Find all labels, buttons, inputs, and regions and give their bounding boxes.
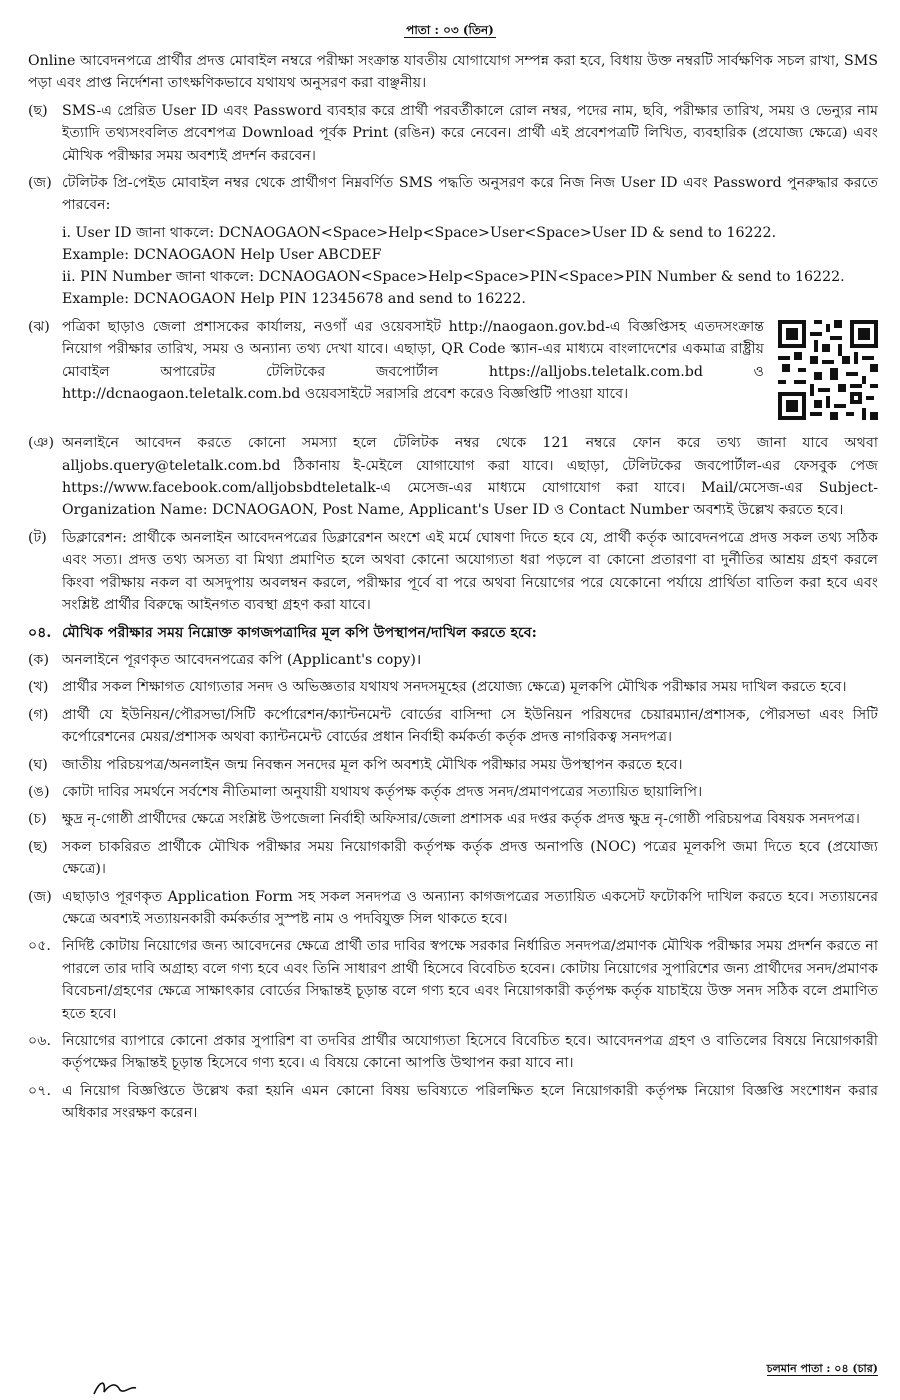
item-marker: (ক) — [28, 651, 49, 668]
section-text: নির্দিষ্ট কোটায় নিয়োগের জন্য আবেদনের ক্ষেত্রে প্রার্থী তার দাবির স্বপক্ষে সরকার নির্ধারিত সনদপত্র/প্রমাণক মৌখিক পরীক্ষার সময় প্রদর্শন করতে না পারলে তার দাবি অগ্রাহ্য বলে গণ্য হবে এবং তিনি সাধারণ প্রার্থী হিসেবে বিবেচিত হবেন। কোটায় নিয়োগের সুপারিশের জন্য প্রার্থীদের সনদ/প্রমাণক বিবেচনা/গ্রহণের ক্ষেত্রে সাক্ষাৎকার বোর্ডের সিদ্ধান্তই চূড়ান্ত বলে গণ্য হবে এবং নিয়োগকারী কর্তৃপক্ষ কর্তৃক যাচাইয়ে উক্ত সনদ সঠিক বলে প্রমাণিত হতে হবে। — [62, 938, 878, 1022]
section-text: নিয়োগের ব্যাপারে কোনো প্রকার সুপারিশ বা তদবির প্রার্থীর অযোগ্যতা হিসেবে বিবেচিত হবে। আবেদনপত্র গ্রহণ ও বাতিলের বিষয়ে নিয়োগকারী কর্তৃপক্ষের সিদ্ধান্তই চূড়ান্ত হিসেবে গণ্য হবে। এ বিষয়ে কোনো আপত্তি উত্থাপন করা যাবে না। — [62, 1033, 878, 1072]
clause-marker: (জ) — [28, 175, 52, 192]
section-4-item — [28, 836, 878, 881]
clause-text: টেলিটক প্রি-পেইড মোবাইল নম্বর থেকে প্রার্থীগণ নিম্নবর্ণিত SMS পদ্ধতি অনুসরণ করে নিজ নিজ User ID এবং Password পুনরুদ্ধার করতে পারবেন: — [62, 175, 878, 214]
section-marker: ০৭. — [28, 1082, 51, 1099]
item-marker: (চ) — [28, 811, 47, 828]
clause-text: SMS-এ প্রেরিত User ID এবং Password ব্যবহার করে প্রার্থী পরবর্তীকালে রোল নম্বর, পদের নাম, ছবি, পরীক্ষার তারিখ, সময় ও ভেন্যুর নাম ইত্যাদি তথ্যসংবলিত প্রবেশপত্র Download পূর্বক Print (রঙিন) করে নেবেন। প্রার্থী এই প্রবেশপত্রটি লিখিত, ব্যবহারিক (প্রযোজ্য ক্ষেত্রে) এবং মৌখিক পরীক্ষার সময় অবশ্যই প্রদর্শন করবেন। — [62, 102, 878, 164]
qr-code[interactable] — [778, 320, 878, 427]
page-number-header — [0, 22, 900, 42]
item-text: সকল চাকরিরত প্রার্থীকে মৌখিক পরীক্ষার সময় নিয়োগকারী কর্তৃপক্ষ কর্তৃক প্রদত্ত অনাপত্তি (NOC) পত্রের মূলকপি জমা দিতে হবে (প্রযোজ্য ক্ষেত্রে)। — [62, 838, 878, 878]
clause-text: ডিক্লারেশন: প্রার্থীকে অনলাইন আবেদনপত্রের ডিক্লারেশন অংশে এই মর্মে ঘোষণা দিতে হবে যে, প্রার্থী কর্তৃক আবেদনপত্রে প্রদত্ত সকল তথ্য সঠিক এবং সত্য। প্রদত্ত তথ্য অসত্য বা মিথ্যা প্রমাণিত হলে অথবা কোনো অযোগ্যতা ধরা পড়লে বা কোনো প্রতারণা বা দুর্নীতির আশ্রয় গ্রহণ করলে কিংবা পরীক্ষায় নকল বা অসদুপায় অবলম্বন করলে, পরীক্ষার পূর্বে বা পরে অথবা নিয়োগের পরে যেকোনো পর্যায়ে প্রার্থিতা বাতিল করা হবে এবং সংশ্লিষ্ট প্রার্থীর বিরুদ্ধে আইনগত ব্যবস্থা গ্রহণ করা যাবে। — [62, 529, 878, 614]
section-4-item — [28, 886, 878, 931]
item-marker: (খ) — [28, 679, 49, 696]
section-4-item — [28, 704, 878, 749]
item-marker: (ঙ) — [28, 783, 50, 800]
item-marker: (ছ) — [28, 838, 48, 855]
clause-text: পত্রিকা ছাড়াও জেলা প্রশাসকের কার্যালয়, নওগাঁ এর ওয়েবসাইট http://naogaon.gov.bd-এ বিজ্ঞপ্তিসহ এতদসংক্রান্ত নিয়োগ পরীক্ষার তারিখ, সময় ও অন্যান্য তথ্য দেখা যাবে। এছাড়া, QR Code স্ক্যান-এর মাধ্যমে বাংলাদেশের একমাত্র রাষ্ট্রীয় মোবাইল অপারেটর টেলিটকের জবপোর্টাল https://alljobs.teletalk.com.bd ও http://dcnaogaon.teletalk.com.bd ওয়েবসাইটে সরাসরি প্রবেশ করেও বিজ্ঞপ্তিটি পাওয়া যাবে। — [62, 318, 764, 403]
page-number-label: পাতা : ০৩ (তিন) — [406, 23, 494, 37]
continued-page-label — [767, 1360, 878, 1379]
section-4-item — [28, 754, 878, 776]
clause-jha — [28, 316, 878, 427]
item-text: কোটা দাবির সমর্থনে সর্বশেষ নীতিমালা অনুযায়ী যথাযথ কর্তৃপক্ষ কর্তৃক প্রদত্ত সনদ/প্রমাণপত্রের সত্যায়িত ছায়ালিপি। — [62, 783, 703, 800]
section-4-item — [28, 808, 878, 830]
clause-marker: (ট) — [28, 529, 47, 546]
clause-marker: (ঝ) — [28, 318, 50, 335]
signature — [90, 1376, 150, 1400]
section-marker: ০৬. — [28, 1033, 51, 1049]
clause-marker: (ছ) — [28, 102, 48, 119]
section-heading-text: মৌখিক পরীক্ষার সময় নিম্নোক্ত কাগজপত্রাদির মূল কপি উপস্থাপন/দাখিল করতে হবে: — [62, 624, 537, 641]
section-7 — [28, 1080, 878, 1125]
section-6 — [28, 1030, 878, 1075]
intro-paragraph: Online আবেদনপত্রে প্রার্থীর প্রদত্ত মোবাইল নম্বরে পরীক্ষা সংক্রান্ত যাবতীয় যোগাযোগ সম্পন্ন করা হবে, বিধায় উক্ত নম্বরটি সার্বক্ষণিক সচল রাখা, SMS পড়া এবং প্রাপ্ত নির্দেশনা তাৎক্ষণিকভাবে যথাযথ অনুসরণ করা বাঞ্ছনীয়। — [28, 53, 878, 92]
section-4-heading — [28, 622, 878, 644]
document-body — [28, 50, 878, 1130]
section-marker: ০৫. — [28, 938, 51, 955]
section-4-item — [28, 781, 878, 803]
section-marker: ০৪. — [28, 624, 52, 641]
section-4-item — [28, 649, 878, 671]
item-text: প্রার্থীর সকল শিক্ষাগত যোগ্যতার সনদ ও অভিজ্ঞতার যথাযথ সনদসমূহের (প্রযোজ্য ক্ষেত্রে) মূলকপি মৌখিক পরীক্ষার সময় দাখিল করতে হবে। — [62, 679, 847, 696]
clause-chha — [28, 100, 878, 167]
item-text: অনলাইনে পূরণকৃত আবেদনপত্রের কপি (Applicant's copy)। — [62, 651, 422, 668]
section-4-item — [28, 676, 878, 698]
item-text: জাতীয় পরিচয়পত্র/অনলাইন জন্ম নিবন্ধন সনদের মূল কপি অবশ্যই মৌখিক পরীক্ষার সময় উপস্থাপন করতে হবে। — [62, 756, 683, 773]
sms-line: i. User ID জানা থাকলে: DCNAOGAON<Space>Help<Space>User<Space>User ID & send to 16222. — [62, 224, 777, 241]
clause-ja — [28, 172, 878, 217]
section-text: এ নিয়োগ বিজ্ঞপ্তিতে উল্লেখ করা হয়নি এমন কোনো বিষয় ভবিষ্যতে পরিলক্ষিত হলে নিয়োগকারী কর্তৃপক্ষ নিয়োগ বিজ্ঞপ্তি সংশোধন করার অধিকার সংরক্ষণ করেন। — [62, 1082, 878, 1122]
clause-ta — [28, 527, 878, 617]
sms-line: Example: DCNAOGAON Help PIN 12345678 and send to 16222. — [62, 290, 526, 307]
item-text: ক্ষুদ্র নৃ-গোষ্ঠী প্রার্থীদের ক্ষেত্রে সংশ্লিষ্ট উপজেলা নির্বাহী অফিসার/জেলা প্রশাসক এর দপ্তর কর্তৃক প্রদত্ত ক্ষুদ্র নৃ-গোষ্ঠী পরিচয়পত্র বিষয়ক সনদপত্র। — [62, 811, 860, 828]
sms-line: Example: DCNAOGAON Help User ABCDEF — [62, 246, 382, 263]
clause-text: অনলাইনে আবেদন করতে কোনো সমস্যা হলে টেলিটক নম্বর থেকে 121 নম্বরে ফোন করে তথ্য জানা যাবে অথবা alljobs.query@teletalk.com.bd ঠিকানায় ই-মেইলে যোগাযোগ করা যাবে। এছাড়া, টেলিটকের জবপোর্টাল-এর ফেসবুক পেজ https://www.facebook.com/alljobsbdteletalk-এ মেসেজ-এর মাধ্যমে যোগাযোগ করা যাবে। Mail/মেসেজ-এর Subject-Organization Name: DCNAOGAON, Post Name, Applicant's User ID ও Contact Number অবশ্যই উল্লেখ করতে হবে। — [62, 435, 878, 519]
item-marker: (ঘ) — [28, 756, 48, 773]
item-marker: (জ) — [28, 888, 52, 905]
item-marker: (গ) — [28, 706, 49, 723]
section-5 — [28, 935, 878, 1025]
sms-instructions — [62, 222, 878, 310]
item-text: এছাড়াও পূরণকৃত Application Form সহ সকল সনদপত্র ও অন্যান্য কাগজপত্রের সত্যায়িত একসেট ফটোকপি দাখিল করতে হবে। সত্যায়নের ক্ষেত্রে অবশ্যই সত্যায়নকারী কর্মকর্তার সুস্পষ্ট নাম ও পদবিযুক্ত সিল থাকতে হবে। — [62, 888, 878, 927]
continued-page-text: চলমান পাতা : ০৪ (চার) — [766, 1362, 878, 1375]
sms-line: ii. PIN Number জানা থাকলে: DCNAOGAON<Space>Help<Space>PIN<Space>PIN Number & send to 16222. — [62, 268, 845, 285]
clause-nya — [28, 432, 878, 522]
clause-marker: (ঞ) — [28, 435, 55, 452]
item-text: প্রার্থী যে ইউনিয়ন/পৌরসভা/সিটি কর্পোরেশন/ক্যান্টনমেন্ট বোর্ডের বাসিন্দা সে ইউনিয়ন পরিষদের চেয়ারম্যান/প্রশাসক, পৌরসভা এবং সিটি কর্পোরেশনের মেয়র/প্রশাসক অথবা ক্যান্টনমেন্ট বোর্ডের প্রধান নির্বাহী কর্মকর্তা কর্তৃক প্রদত্ত নাগরিকত্ব সনদপত্র। — [62, 706, 878, 746]
